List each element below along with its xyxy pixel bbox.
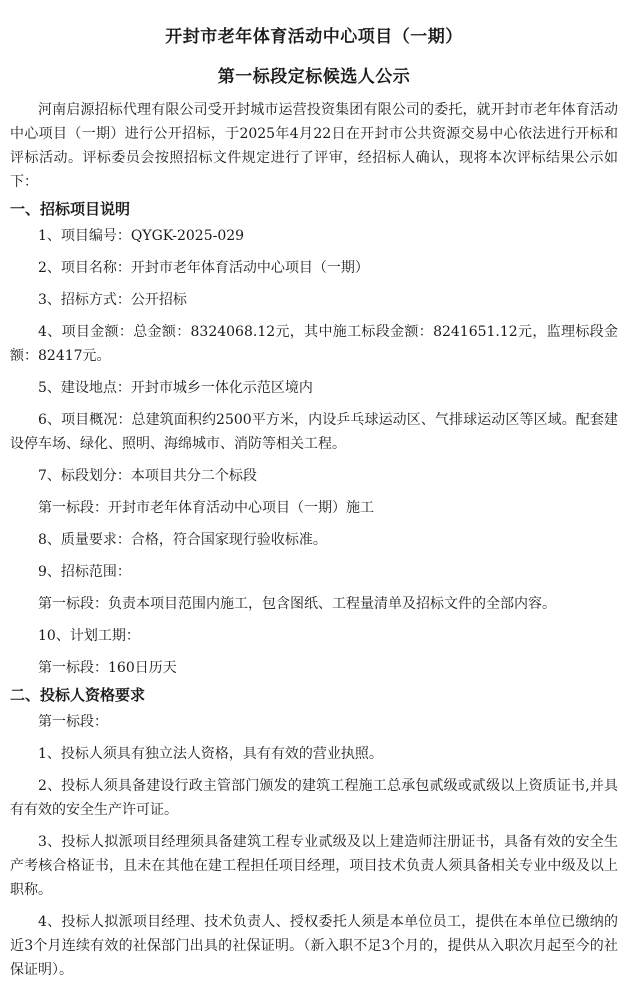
item-section-division: 7、标段划分：本项目共分二个标段 (38, 468, 257, 484)
item-project-name: 2、项目名称：开封市老年体育活动中心项目（一期） (38, 260, 369, 276)
intro-paragraph: 河南启源招标代理有限公司受开封城市运营投资集团有限公司的委托，就开封市老年体育活动中心项目（一期）进行公开招标，于2025年4月22日在开封市公共资源交易中心依法进行开标和评标活动。评标委员会按照招标文件规定进行了评审，经招标人确认，现将本次评标结果公示如下： (10, 102, 618, 190)
item-overview: 6、项目概况：总建筑面积约2500平方米，内设乒乓球运动区、气排球运动区等区域。配套建设停车场、绿化、照明、海绵城市、消防等相关工程。 (10, 412, 618, 452)
qual-item-project-manager: 3、投标人拟派项目经理须具备建筑工程专业贰级及以上建造师注册证书，具备有效的安全生产考核合格证书，且未在其他在建工程担任项目经理，项目技术负责人须具备相关专业中级及以上职称。 (10, 834, 618, 898)
qual-item-certificate: 2、投标人须具备建设行政主管部门颁发的建筑工程施工总承包贰级或贰级以上资质证书,并具有有效的安全生产许可证。 (10, 778, 618, 818)
item-tender-method: 3、招标方式：公开招标 (38, 292, 187, 308)
qual-item-legal-entity: 1、投标人须具有独立法人资格，具有有效的营业执照。 (38, 746, 383, 762)
item-scope-section-one: 第一标段：负责本项目范围内施工，包含图纸、工程量清单及招标文件的全部内容。 (38, 596, 556, 612)
section-heading-project: 一、招标项目说明 (10, 200, 131, 218)
section-heading-qualification: 二、投标人资格要求 (10, 686, 146, 704)
qual-item-social-security: 4、投标人拟派项目经理、技术负责人、授权委托人须是本单位员工，提供在本单位已缴纳的近3个月连续有效的社保部门出具的社保证明。（新入职不足3个月的，提供从入职次月起至今的社保证明）。 (10, 914, 618, 978)
item-scope: 9、招标范围： (38, 564, 131, 580)
item-project-amount: 4、项目金额：总金额：8324068.12元，其中施工标段金额：8241651.12元，监理标段金额：82417元。 (10, 324, 618, 364)
item-section-one: 第一标段：开封市老年体育活动中心项目（一期）施工 (38, 500, 374, 516)
item-schedule-section-one: 第一标段：160日历天 (38, 660, 177, 676)
document-title: 开封市老年体育活动中心项目（一期） (165, 27, 463, 47)
item-quality: 8、质量要求：合格，符合国家现行验收标准。 (38, 532, 327, 548)
item-project-code: 1、项目编号：QYGK-2025-029 (38, 228, 245, 244)
item-schedule: 10、计划工期： (38, 628, 140, 644)
item-location: 5、建设地点：开封市城乡一体化示范区境内 (38, 380, 313, 396)
qual-section-one-label: 第一标段： (38, 714, 108, 730)
document-subtitle: 第一标段定标候选人公示 (217, 67, 411, 87)
